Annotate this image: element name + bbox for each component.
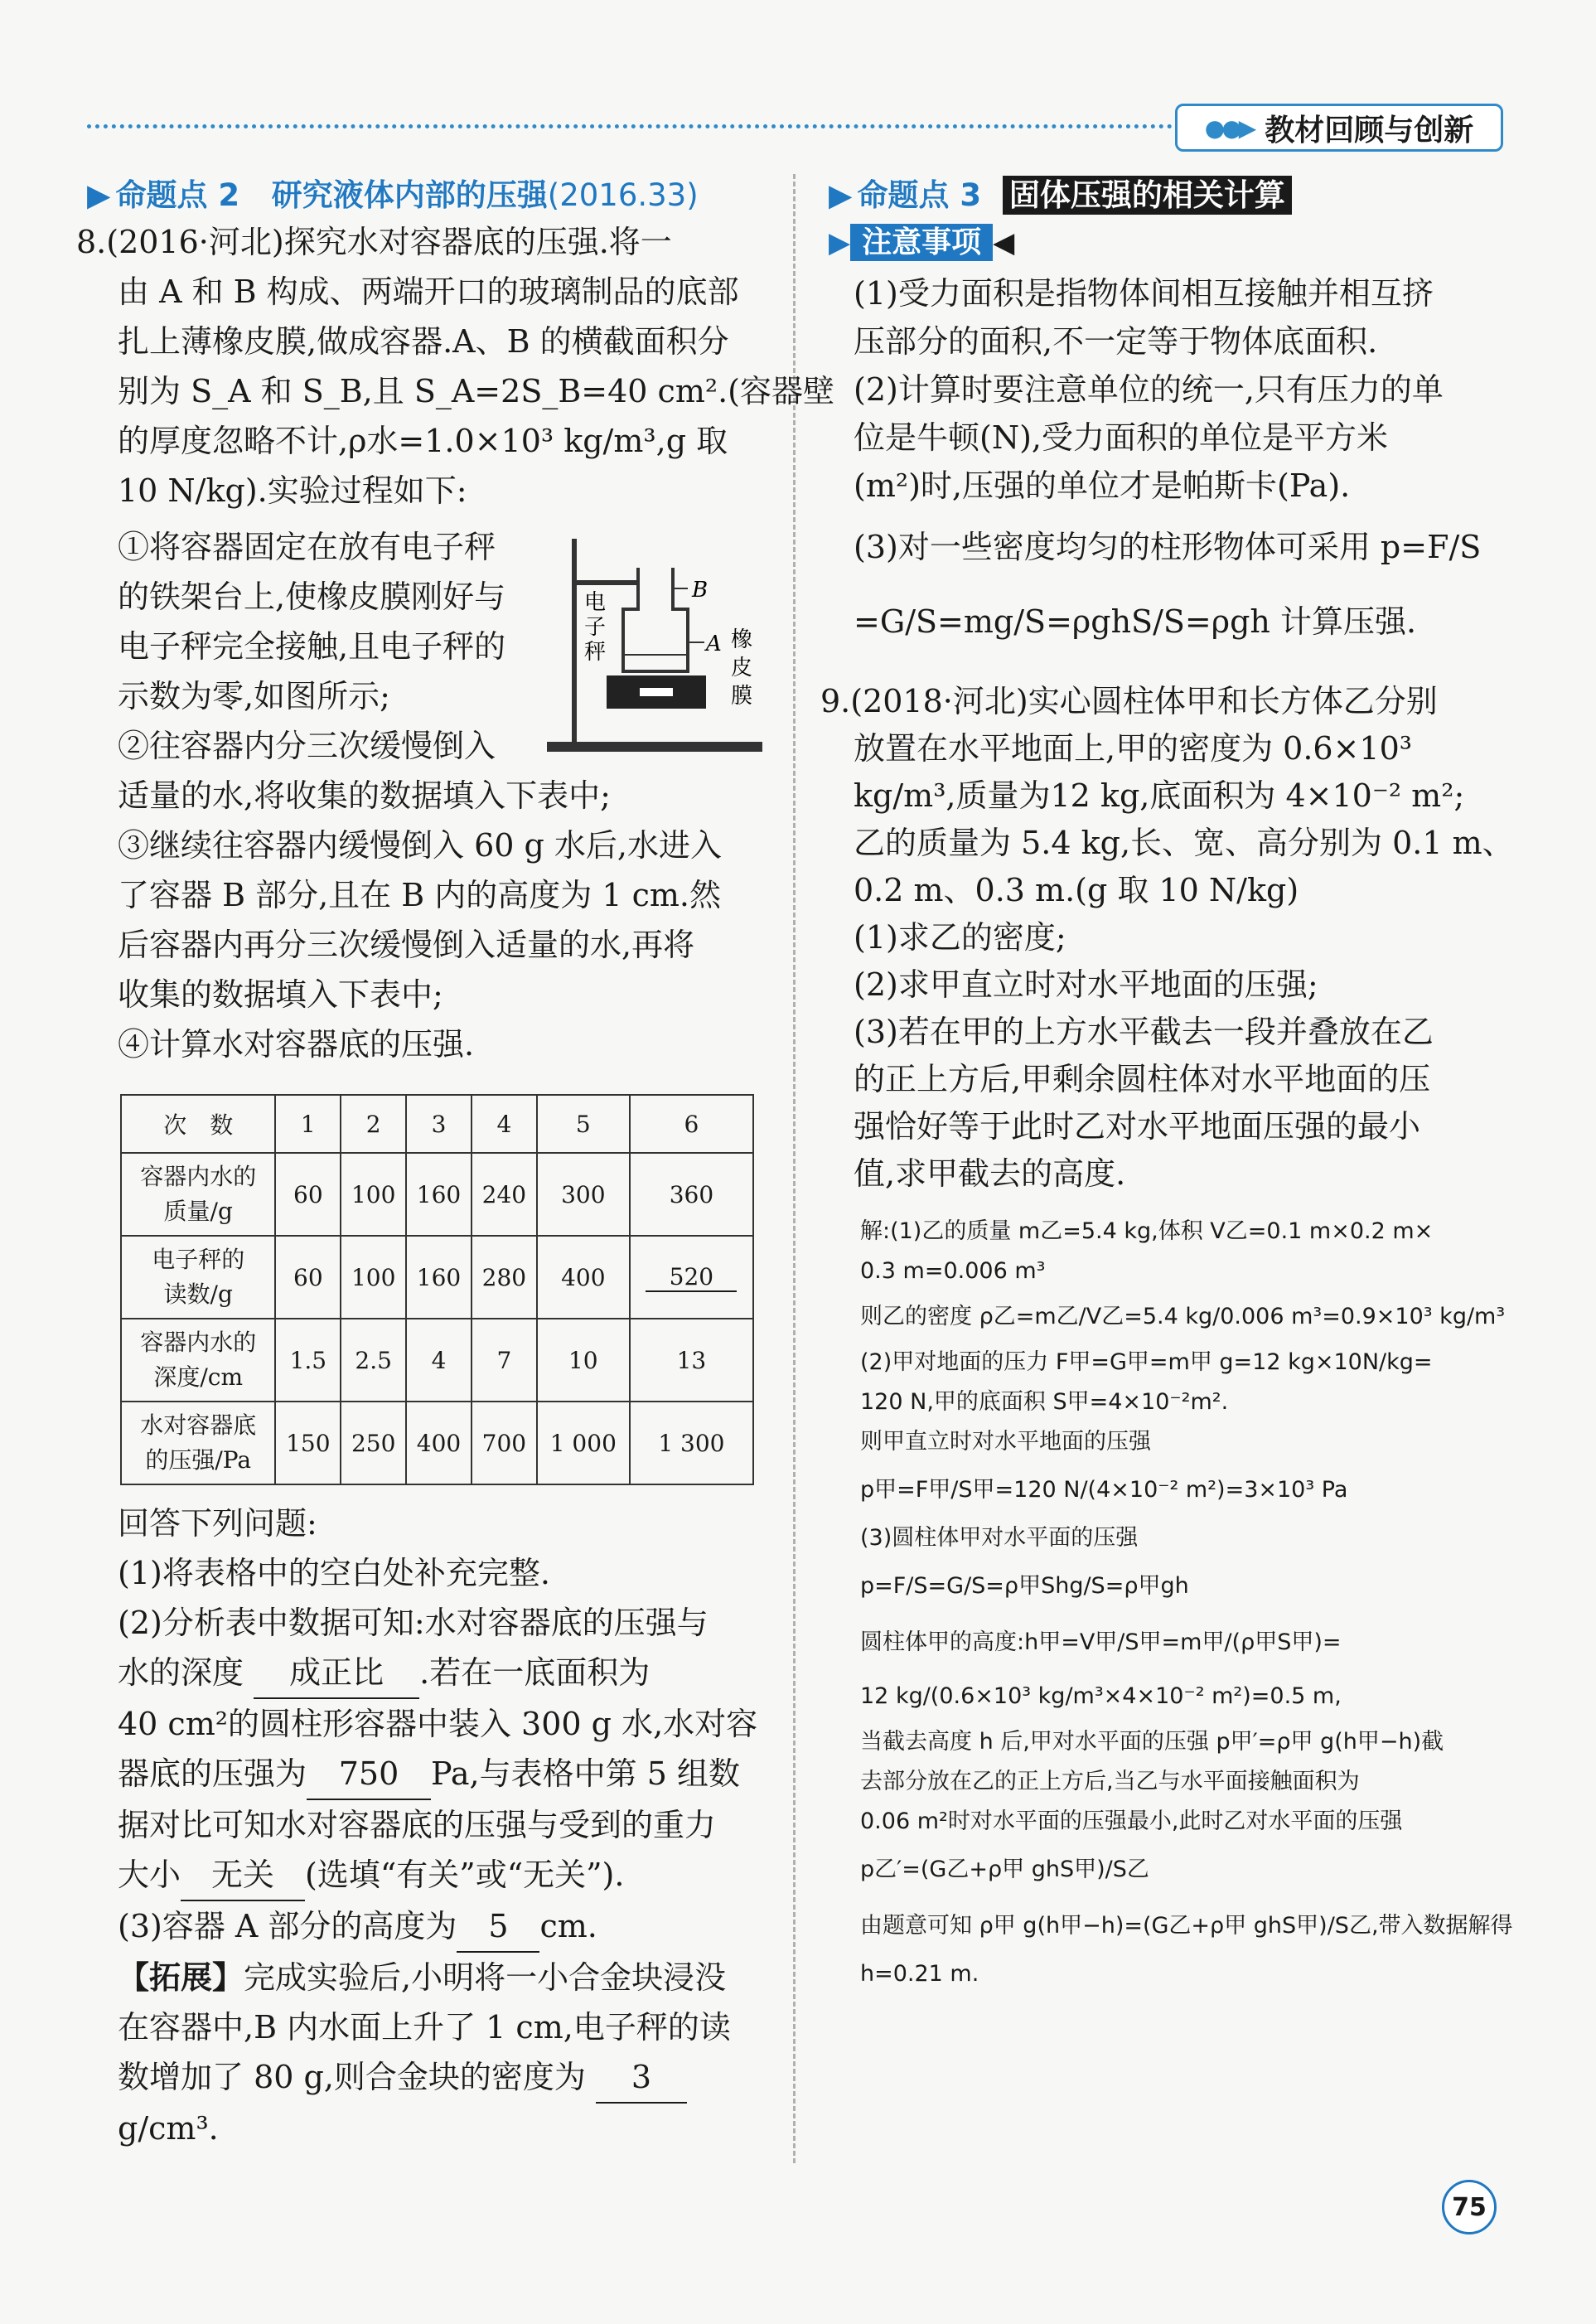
text-line: 别为 S_A 和 S_B,且 S_A=2S_B=40 cm².(容器壁 bbox=[118, 373, 835, 409]
triangle-left-icon: ◀ bbox=[993, 226, 1015, 259]
table-cell: 300 bbox=[537, 1153, 630, 1236]
text-line: 12 kg/(0.6×10³ kg/m³×4×10⁻² m²)=0.5 m, bbox=[860, 1683, 1342, 1709]
table-cell: 2 bbox=[341, 1095, 406, 1153]
text-line: 由题意可知 ρ甲 g(h甲−h)=(G乙+ρ甲 ghS甲)/S乙,带入数据解得 bbox=[860, 1913, 1513, 1939]
text-line: g/cm³. bbox=[118, 2110, 219, 2147]
text-line: ②往容器内分三次缓慢倒入 bbox=[118, 728, 496, 764]
text-line: 值,求甲截去的高度. bbox=[854, 1155, 1126, 1192]
text-line: 则乙的密度 ρ乙=m乙/V乙=5.4 kg/0.006 m³=0.9×10³ kg/m³ bbox=[860, 1304, 1506, 1329]
text-line: 由 A 和 B 构成、两端开口的玻璃制品的底部 bbox=[118, 274, 739, 310]
table-cell: 280 bbox=[472, 1236, 537, 1319]
text-line: 乙的质量为 5.4 kg,长、宽、高分别为 0.1 m、 bbox=[854, 825, 1514, 861]
text-line: (3)容器 A 部分的高度为 5 cm. bbox=[118, 1901, 757, 1953]
solution-block bbox=[860, 1212, 1513, 1994]
table-cell: 250 bbox=[341, 1402, 406, 1484]
header-badge bbox=[1175, 104, 1503, 152]
table-cell: 1 300 bbox=[630, 1402, 753, 1484]
text-line: 0.3 m=0.006 m³ bbox=[860, 1258, 1046, 1284]
text-line: 120 N,甲的底面积 S甲=4×10⁻²m². bbox=[860, 1389, 1229, 1415]
text-line: 扎上薄橡皮膜,做成容器.A、B 的横截面积分 bbox=[118, 323, 729, 360]
text-line: (1)求乙的密度; bbox=[854, 919, 1066, 956]
apparatus-figure bbox=[547, 530, 771, 763]
text-line: 收集的数据填入下表中; bbox=[118, 976, 443, 1013]
note-heading: ▶ 注意事项 ◀ bbox=[829, 225, 1015, 259]
text-line: 器底的压强为 750 Pa,与表格中第 5 组数 bbox=[118, 1749, 757, 1800]
text-line: (2)甲对地面的压力 F甲=G甲=m甲 g=12 kg×10N/kg= bbox=[860, 1349, 1433, 1375]
table-cell: 7 bbox=[472, 1319, 537, 1402]
table-cell: 4 bbox=[472, 1095, 537, 1153]
table-row bbox=[121, 1402, 753, 1484]
table-cell: 60 bbox=[275, 1236, 341, 1319]
text-line: 当截去高度 h 后,甲对水平面的压强 p甲′=ρ甲 g(h甲−h)截 bbox=[860, 1729, 1444, 1755]
table-cell: 10 bbox=[537, 1319, 630, 1402]
table-row bbox=[121, 1319, 753, 1402]
question-9 bbox=[820, 678, 1514, 1198]
table-cell: 6 bbox=[630, 1095, 753, 1153]
text-line: (m²)时,压强的单位才是帕斯卡(Pa). bbox=[854, 467, 1351, 504]
text-line: (2)计算时要注意单位的统一,只有压力的单 bbox=[854, 371, 1444, 408]
answer-blank: 5 bbox=[457, 1901, 539, 1953]
notes-block bbox=[854, 269, 1481, 659]
left-section-title: ▶ 命题点 2 研究液体内部的压强(2016.33) bbox=[87, 177, 699, 213]
text-line: 了容器 B 部分,且在 B 内的高度为 1 cm.然 bbox=[118, 877, 721, 913]
text-line: 的铁架台上,使橡皮膜刚好与 bbox=[118, 579, 506, 615]
text-line: p乙′=(G乙+ρ甲 ghS甲)/S乙 bbox=[860, 1857, 1149, 1882]
membrane-label: 橡皮膜 bbox=[731, 627, 753, 709]
table-cell: 100 bbox=[341, 1236, 406, 1319]
stand-base bbox=[547, 742, 762, 752]
answers-block bbox=[118, 1498, 757, 2153]
table-cell: 1 000 bbox=[537, 1402, 630, 1484]
table-header-row bbox=[121, 1095, 753, 1153]
table-cell: 4 bbox=[406, 1319, 472, 1402]
text-line: =G/S=mg/S=ρghS/S=ρgh 计算压强. bbox=[854, 603, 1417, 640]
table-cell: 3 bbox=[406, 1095, 472, 1153]
text-line: 压部分的面积,不一定等于物体底面积. bbox=[854, 323, 1378, 360]
table-cell: 700 bbox=[472, 1402, 537, 1484]
stand-clamp bbox=[572, 580, 638, 585]
text-line: (1)将表格中的空白处补充完整. bbox=[118, 1555, 550, 1591]
text-line: 数增加了 80 g,则合金块的密度为 3 bbox=[118, 2052, 757, 2104]
text-line: (2)求甲直立时对水平地面的压强; bbox=[854, 966, 1318, 1003]
text-line: p甲=F甲/S甲=120 N/(4×10⁻² m²)=3×10³ Pa bbox=[860, 1477, 1348, 1503]
table-cell: 60 bbox=[275, 1153, 341, 1236]
text-line: 示数为零,如图所示; bbox=[118, 678, 390, 714]
text-line: 8.(2016·河北)探究水对容器底的压强.将一 bbox=[76, 224, 672, 260]
text-line: ③继续往容器内缓慢倒入 60 g 水后,水进入 bbox=[118, 827, 722, 864]
header-title: 教材回顾与创新 bbox=[1265, 113, 1474, 148]
table-cell: 240 bbox=[472, 1153, 537, 1236]
answer-blank: 750 bbox=[307, 1749, 431, 1800]
text-line: 强恰好等于此时乙对水平地面压强的最小 bbox=[854, 1108, 1421, 1145]
double-chevron-icon: ●●▶ bbox=[1204, 114, 1254, 142]
table-cell: 400 bbox=[406, 1402, 472, 1484]
text-line: (1)受力面积是指物体间相互接触并相互挤 bbox=[854, 275, 1434, 312]
label-a: A bbox=[706, 632, 722, 656]
text-line: 在容器中,B 内水面上升了 1 cm,电子秤的读 bbox=[118, 2009, 731, 2046]
table-cell: 160 bbox=[406, 1153, 472, 1236]
table-row bbox=[121, 1153, 753, 1236]
text-line: 9.(2018·河北)实心圆柱体甲和长方体乙分别 bbox=[820, 683, 1438, 719]
table-cell: 2.5 bbox=[341, 1319, 406, 1402]
answer-blank: 3 bbox=[596, 2052, 687, 2104]
text-line: 的厚度忽略不计,ρ水=1.0×10³ kg/m³,g 取 bbox=[118, 423, 728, 459]
text-line: (3)圆柱体甲对水平面的压强 bbox=[860, 1525, 1139, 1551]
scale-display bbox=[640, 688, 673, 696]
text-line: 解:(1)乙的质量 m乙=5.4 kg,体积 V乙=0.1 m×0.2 m× bbox=[860, 1218, 1434, 1244]
stand-rod bbox=[572, 539, 577, 746]
text-line: 适量的水,将收集的数据填入下表中; bbox=[118, 777, 611, 814]
answer-blank: 成正比 bbox=[254, 1648, 419, 1699]
table-cell: 5 bbox=[537, 1095, 630, 1153]
table-cell: 13 bbox=[630, 1319, 753, 1402]
table-cell: 1.5 bbox=[275, 1319, 341, 1402]
text-line: 位是牛顿(N),受力面积的单位是平方米 bbox=[854, 419, 1388, 456]
text-line: 0.2 m、0.3 m.(g 取 10 N/kg) bbox=[854, 872, 1299, 908]
text-line: p=F/S=G/S=ρ甲Shg/S=ρ甲gh bbox=[860, 1573, 1189, 1599]
table-cell: 360 bbox=[630, 1153, 753, 1236]
text-line: 【拓展】完成实验后,小明将一小合金块浸没 bbox=[118, 1958, 727, 1996]
header-dotted-rule bbox=[87, 124, 1173, 128]
text-line: 0.06 m²时对水平面的压强最小,此时乙对水平面的压强 bbox=[860, 1808, 1403, 1834]
text-line: 回答下列问题: bbox=[118, 1505, 317, 1542]
text-line: 则甲直立时对水平地面的压强 bbox=[860, 1429, 1151, 1455]
page-number: 75 bbox=[1442, 2180, 1497, 2234]
table-cell: 400 bbox=[537, 1236, 630, 1319]
row-label: 水对容器底 的压强/Pa bbox=[121, 1402, 275, 1484]
table-cell: 160 bbox=[406, 1236, 472, 1319]
table-cell: 150 bbox=[275, 1402, 341, 1484]
text-line: 的正上方后,甲剩余圆柱体对水平地面的压 bbox=[854, 1061, 1431, 1097]
table-cell-answer: 520 bbox=[630, 1236, 753, 1319]
question-8-stem bbox=[76, 217, 834, 516]
table-cell: 100 bbox=[341, 1153, 406, 1236]
table-row bbox=[121, 1236, 753, 1319]
text-line: 圆柱体甲的高度:h甲=V甲/S甲=m甲/(ρ甲S甲)= bbox=[860, 1629, 1342, 1655]
text-line: 电子秤完全接触,且电子秤的 bbox=[118, 628, 506, 665]
label-b: B bbox=[692, 578, 709, 603]
text-line: 放置在水平地面上,甲的密度为 0.6×10³ bbox=[854, 730, 1413, 767]
scale-label: 电子秤 bbox=[584, 590, 607, 665]
text-line: h=0.21 m. bbox=[860, 1961, 979, 1987]
text-line: 去部分放在乙的正上方后,当乙与水平面接触面积为 bbox=[860, 1769, 1360, 1794]
text-line: kg/m³,质量为12 kg,底面积为 4×10⁻² m²; bbox=[854, 777, 1465, 814]
text-line: (3)对一些密度均匀的柱形物体可采用 p=F/S bbox=[854, 529, 1482, 565]
text-line: 水的深度 成正比 .若在一底面积为 bbox=[118, 1648, 757, 1699]
triangle-right-icon: ▶ bbox=[829, 226, 851, 259]
row-label: 容器内水的 深度/cm bbox=[121, 1319, 275, 1402]
answer-blank: 无关 bbox=[181, 1850, 305, 1901]
right-section-title: ▶ 命题点 3 固体压强的相关计算 bbox=[829, 170, 1292, 215]
row-label: 电子秤的 读数/g bbox=[121, 1236, 275, 1319]
text-line: 据对比可知水对容器底的压强与受到的重力 bbox=[118, 1807, 717, 1843]
text-line: ①将容器固定在放有电子秤 bbox=[118, 529, 496, 565]
row-label: 容器内水的 质量/g bbox=[121, 1153, 275, 1236]
text-line: (2)分析表中数据可知:水对容器底的压强与 bbox=[118, 1605, 709, 1641]
triangle-icon: ▶ bbox=[87, 177, 111, 213]
text-line: 10 N/kg).实验过程如下: bbox=[118, 472, 467, 509]
text-line: (3)若在甲的上方水平截去一段并叠放在乙 bbox=[854, 1014, 1434, 1050]
text-line: ④计算水对容器底的压强. bbox=[118, 1026, 475, 1063]
text-line: 大小 无关 (选填“有关”或“无关”). bbox=[118, 1850, 757, 1901]
text-line: 40 cm²的圆柱形容器中装入 300 g 水,水对容 bbox=[118, 1706, 758, 1742]
data-table bbox=[120, 1094, 754, 1485]
text-line: 后容器内再分三次缓慢倒入适量的水,再将 bbox=[118, 927, 695, 963]
table-cell: 次 数 bbox=[121, 1095, 275, 1153]
table-cell: 1 bbox=[275, 1095, 341, 1153]
triangle-icon: ▶ bbox=[829, 177, 853, 213]
